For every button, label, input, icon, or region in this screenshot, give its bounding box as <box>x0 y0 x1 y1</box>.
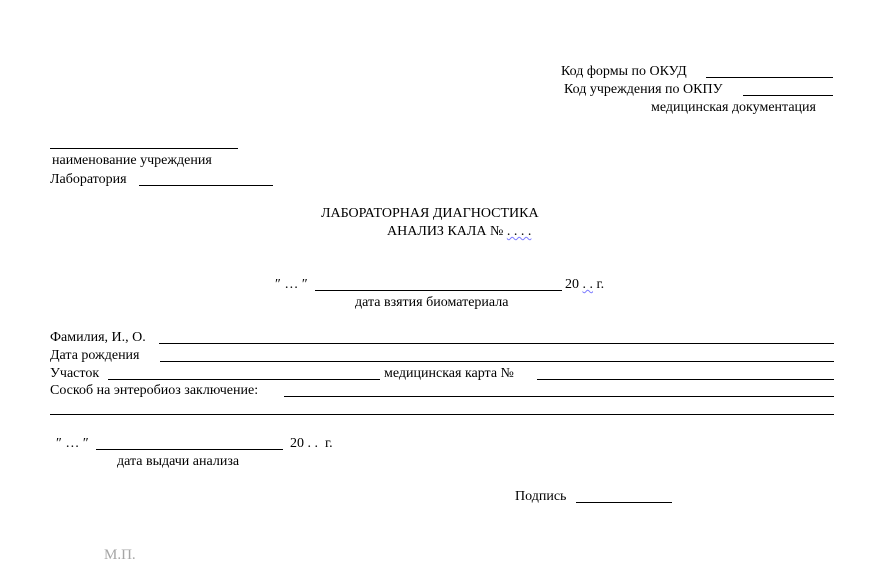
name-field-line[interactable] <box>159 343 834 344</box>
name-label: Фамилия, И., О. <box>50 330 146 345</box>
institution-field-line[interactable] <box>50 148 238 149</box>
institution-label: наименование учреждения <box>52 153 212 168</box>
title-analysis-label: АНАЛИЗ КАЛА № <box>387 224 504 239</box>
collection-year-dots: . . <box>582 277 593 292</box>
issue-day-quote: ″ … ″ <box>56 436 89 451</box>
district-label: Участок <box>50 366 100 381</box>
issue-date-caption: дата выдачи анализа <box>117 454 240 469</box>
scraping-field-line[interactable] <box>284 396 834 397</box>
title-line2 <box>387 224 531 240</box>
scraping-label: Соскоб на энтеробиоз заключение: <box>50 383 259 398</box>
okud-field-line[interactable] <box>706 77 833 78</box>
title-line1: ЛАБОРАТОРНАЯ ДИАГНОСТИКА <box>321 206 539 221</box>
lab-field-line[interactable] <box>139 185 273 186</box>
doc-type-label: медицинская документация <box>651 100 816 115</box>
card-field-line[interactable] <box>537 379 834 380</box>
collection-date-line[interactable] <box>315 290 562 291</box>
district-field-line[interactable] <box>108 379 380 380</box>
issue-year-prefix: 20 . . <box>290 436 318 451</box>
issue-year <box>290 436 333 452</box>
collection-year <box>565 277 604 293</box>
scraping-field-line-2[interactable] <box>50 414 834 415</box>
lab-label: Лаборатория <box>50 172 127 187</box>
collection-date-caption: дата взятия биоматериала <box>355 295 509 310</box>
signature-field-line[interactable] <box>576 502 672 503</box>
issue-date-line[interactable] <box>96 449 283 450</box>
issue-year-suffix: г. <box>325 436 333 451</box>
collection-year-prefix: 20 <box>565 277 579 292</box>
analysis-number-dots: . . . . <box>506 224 532 239</box>
birth-field-line[interactable] <box>160 361 834 362</box>
signature-label: Подпись <box>515 489 567 504</box>
stamp-label: М.П. <box>104 547 136 563</box>
okpu-label: Код учреждения по ОКПУ <box>564 82 723 97</box>
okpu-field-line[interactable] <box>743 95 833 96</box>
card-label: медицинская карта № <box>384 366 514 381</box>
okud-label: Код формы по ОКУД <box>561 64 687 79</box>
collection-year-suffix: г. <box>596 277 605 292</box>
collection-day-quote: ″ … ″ <box>275 277 308 292</box>
birth-label: Дата рождения <box>50 348 140 363</box>
